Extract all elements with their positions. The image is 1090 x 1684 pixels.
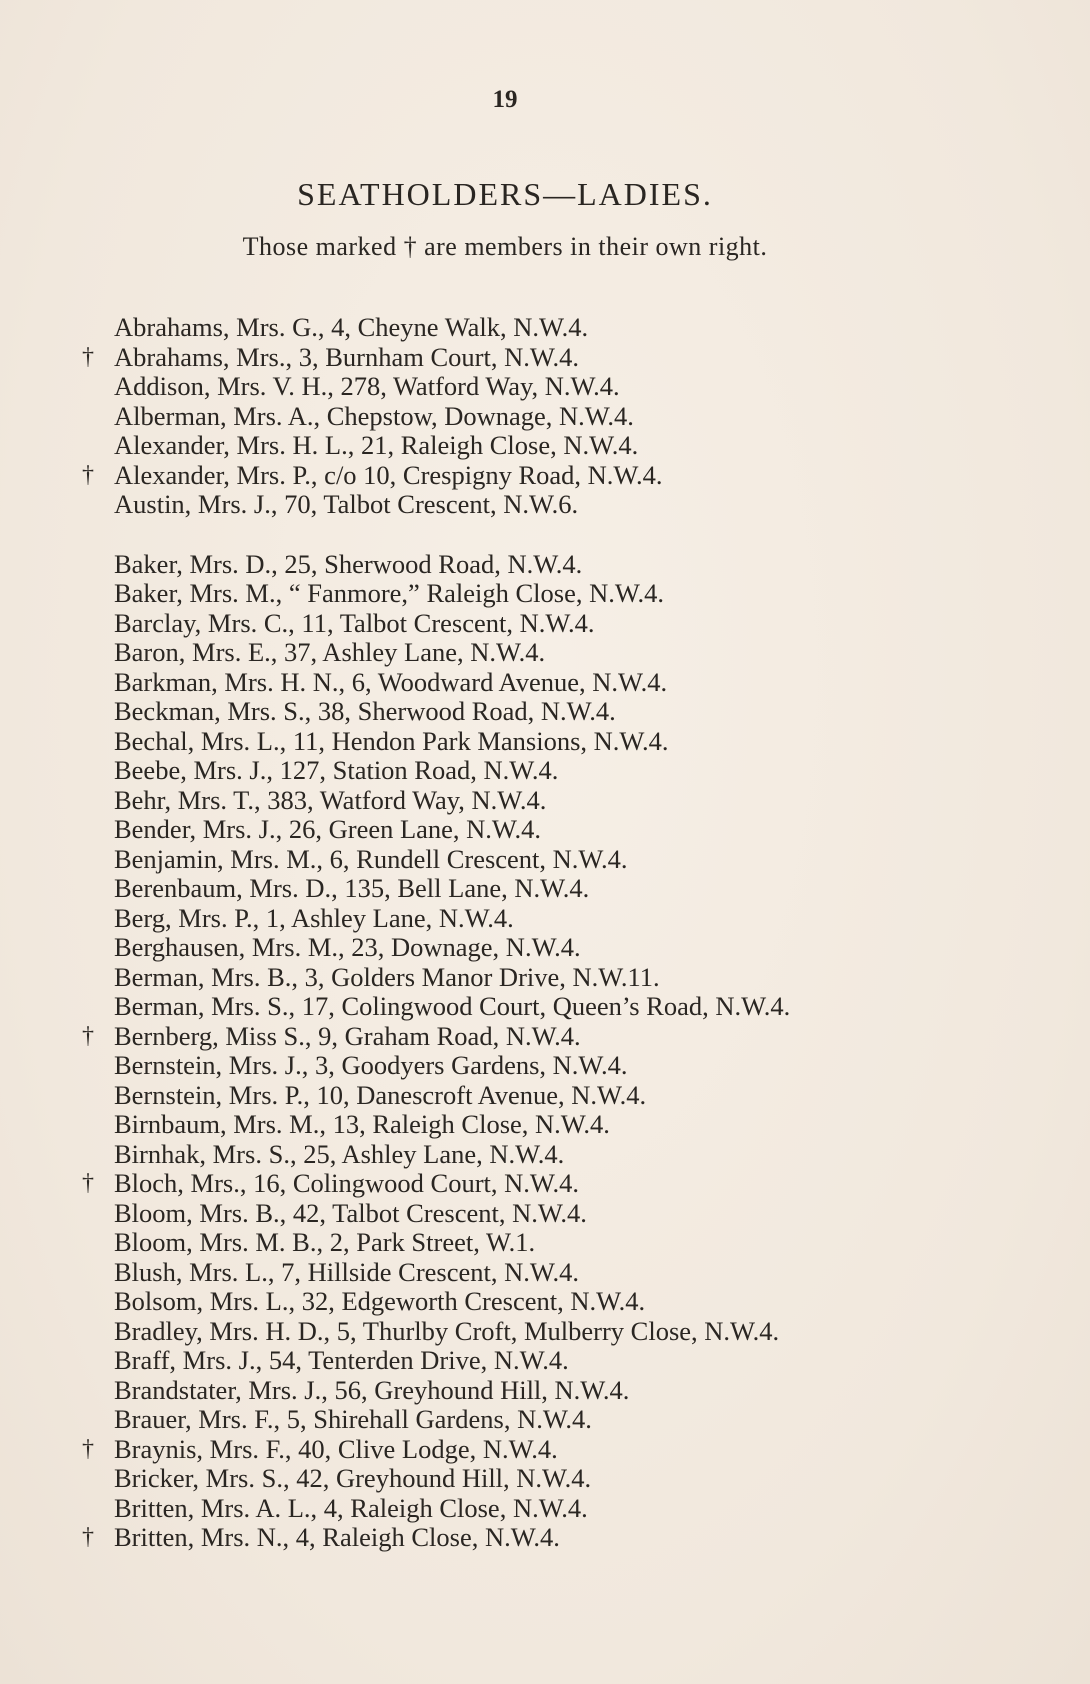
member-mark: † xyxy=(82,1170,94,1196)
list-item xyxy=(82,372,1032,402)
entry-text: Bolsom, Mrs. L., 32, Edgeworth Crescent, N.W.4. xyxy=(114,1286,646,1316)
list-item xyxy=(82,1022,1032,1052)
list-item xyxy=(82,1494,1032,1524)
entry-text: Braff, Mrs. J., 54, Tenterden Drive, N.W.4. xyxy=(114,1345,569,1375)
seatholder-list xyxy=(82,313,1032,1583)
member-mark: † xyxy=(82,1435,94,1462)
member-mark: † xyxy=(82,461,94,488)
entry-text: Berman, Mrs. S., 17, Colingwood Court, Queen’s Road, N.W.4. xyxy=(114,991,791,1021)
entry-text: Barclay, Mrs. C., 11, Talbot Crescent, N.W.4. xyxy=(114,607,595,638)
list-item xyxy=(82,343,1032,373)
list-item xyxy=(82,1287,1032,1317)
entry-text: Blush, Mrs. L., 7, Hillside Crescent, N.W.4. xyxy=(114,1256,579,1287)
list-item xyxy=(82,490,1032,520)
list-item xyxy=(82,1317,1032,1347)
entry-text: Bernstein, Mrs. P., 10, Danescroft Avenue, N.W.4. xyxy=(114,1079,647,1110)
entry-text: Bechal, Mrs. L., 11, Hendon Park Mansions, N.W.4. xyxy=(114,725,669,756)
entry-text: Bender, Mrs. J., 26, Green Lane, N.W.4. xyxy=(114,814,542,844)
list-item xyxy=(82,313,1032,343)
list-item xyxy=(82,1051,1032,1081)
entry-text: Birnbaum, Mrs. M., 13, Raleigh Close, N.W.4. xyxy=(114,1109,610,1139)
list-item xyxy=(82,402,1032,432)
entry-text: Baker, Mrs. M., “ Fanmore,” Raleigh Close, N.W.4. xyxy=(114,578,664,608)
entry-text: Alberman, Mrs. A., Chepstow, Downage, N.W.4. xyxy=(114,400,634,431)
list-item xyxy=(82,1405,1032,1435)
list-item xyxy=(82,845,1032,875)
entry-text: Austin, Mrs. J., 70, Talbot Crescent, N.W.6. xyxy=(114,489,579,519)
page-number: 19 xyxy=(492,86,518,113)
entry-text: Behr, Mrs. T., 383, Watford Way, N.W.4. xyxy=(114,784,547,815)
list-item xyxy=(82,1346,1032,1376)
entry-text: Alexander, Mrs. H. L., 21, Raleigh Close, N.W.4. xyxy=(114,430,639,460)
entry-text: Bloom, Mrs. B., 42, Talbot Crescent, N.W.4. xyxy=(114,1197,587,1228)
entry-text: Berman, Mrs. B., 3, Golders Manor Drive, N.W.11. xyxy=(114,961,660,992)
list-item xyxy=(82,1435,1032,1465)
list-item xyxy=(82,992,1032,1022)
list-item xyxy=(82,1081,1032,1111)
list-item xyxy=(82,1199,1032,1229)
entry-text: Brandstater, Mrs. J., 56, Greyhound Hill, N.W.4. xyxy=(114,1374,630,1405)
member-mark: † xyxy=(82,1022,94,1049)
entry-text: Berghausen, Mrs. M., 23, Downage, N.W.4. xyxy=(114,932,581,962)
entry-text: Berg, Mrs. P., 1, Ashley Lane, N.W.4. xyxy=(114,902,514,933)
list-item xyxy=(82,1376,1032,1406)
entry-text: Bernstein, Mrs. J., 3, Goodyers Gardens, N.W.4. xyxy=(114,1050,628,1080)
list-item xyxy=(82,668,1032,698)
entry-text: Bernberg, Miss S., 9, Graham Road, N.W.4. xyxy=(114,1020,581,1051)
list-item xyxy=(82,1523,1032,1553)
list-item xyxy=(82,904,1032,934)
list-item xyxy=(82,697,1032,727)
entry-group xyxy=(82,550,1032,1553)
entry-text: Abrahams, Mrs. G., 4, Cheyne Walk, N.W.4. xyxy=(114,312,589,342)
entry-text: Alexander, Mrs. P., c/o 10, Crespigny Road, N.W.4. xyxy=(114,459,663,490)
member-mark: † xyxy=(82,343,94,370)
list-item xyxy=(82,1140,1032,1170)
list-item xyxy=(82,609,1032,639)
entry-text: Birnhak, Mrs. S., 25, Ashley Lane, N.W.4. xyxy=(114,1138,565,1169)
entry-text: Barkman, Mrs. H. N., 6, Woodward Avenue, N.W.4. xyxy=(114,666,668,697)
list-item xyxy=(82,1169,1032,1199)
entry-text: Britten, Mrs. A. L., 4, Raleigh Close, N.W.4. xyxy=(114,1492,588,1523)
list-item xyxy=(82,461,1032,491)
page-subtitle: Those marked † are members in their own right. xyxy=(242,232,768,261)
entry-text: Beckman, Mrs. S., 38, Sherwood Road, N.W.4. xyxy=(114,696,616,726)
list-item xyxy=(82,727,1032,757)
list-item xyxy=(82,638,1032,668)
list-item xyxy=(82,815,1032,845)
entry-text: Addison, Mrs. V. H., 278, Watford Way, N.W.4. xyxy=(114,371,620,401)
list-item xyxy=(82,431,1032,461)
entry-text: Benjamin, Mrs. M., 6, Rundell Crescent, N.W.4. xyxy=(114,843,628,874)
list-item xyxy=(82,786,1032,816)
list-item xyxy=(82,963,1032,993)
list-item xyxy=(82,550,1032,580)
page-title: SEATHOLDERS—LADIES. xyxy=(297,176,713,212)
member-mark: † xyxy=(82,1524,94,1550)
list-item xyxy=(82,1258,1032,1288)
entry-text: Brauer, Mrs. F., 5, Shirehall Gardens, N.W.4. xyxy=(114,1404,592,1434)
entry-text: Baker, Mrs. D., 25, Sherwood Road, N.W.4. xyxy=(114,548,583,579)
entry-text: Beebe, Mrs. J., 127, Station Road, N.W.4. xyxy=(114,755,559,785)
list-item xyxy=(82,1110,1032,1140)
entry-text: Bradley, Mrs. H. D., 5, Thurlby Croft, Mulberry Close, N.W.4. xyxy=(114,1315,780,1346)
list-item xyxy=(82,933,1032,963)
entry-group xyxy=(82,313,1032,520)
entry-text: Abrahams, Mrs., 3, Burnham Court, N.W.4. xyxy=(114,341,579,372)
entry-text: Bloom, Mrs. M. B., 2, Park Street, W.1. xyxy=(114,1227,536,1257)
list-item xyxy=(82,874,1032,904)
entry-text: Braynis, Mrs. F., 40, Clive Lodge, N.W.4. xyxy=(114,1433,558,1464)
list-item xyxy=(82,1464,1032,1494)
entry-text: Bloch, Mrs., 16, Colingwood Court, N.W.4. xyxy=(114,1168,579,1198)
list-item xyxy=(82,1228,1032,1258)
entry-text: Britten, Mrs. N., 4, Raleigh Close, N.W.4. xyxy=(114,1522,560,1552)
list-item xyxy=(82,579,1032,609)
list-item xyxy=(82,756,1032,786)
entry-text: Berenbaum, Mrs. D., 135, Bell Lane, N.W.4. xyxy=(114,873,590,903)
entry-text: Bricker, Mrs. S., 42, Greyhound Hill, N.W.4. xyxy=(114,1463,592,1493)
entry-text: Baron, Mrs. E., 37, Ashley Lane, N.W.4. xyxy=(114,637,546,667)
